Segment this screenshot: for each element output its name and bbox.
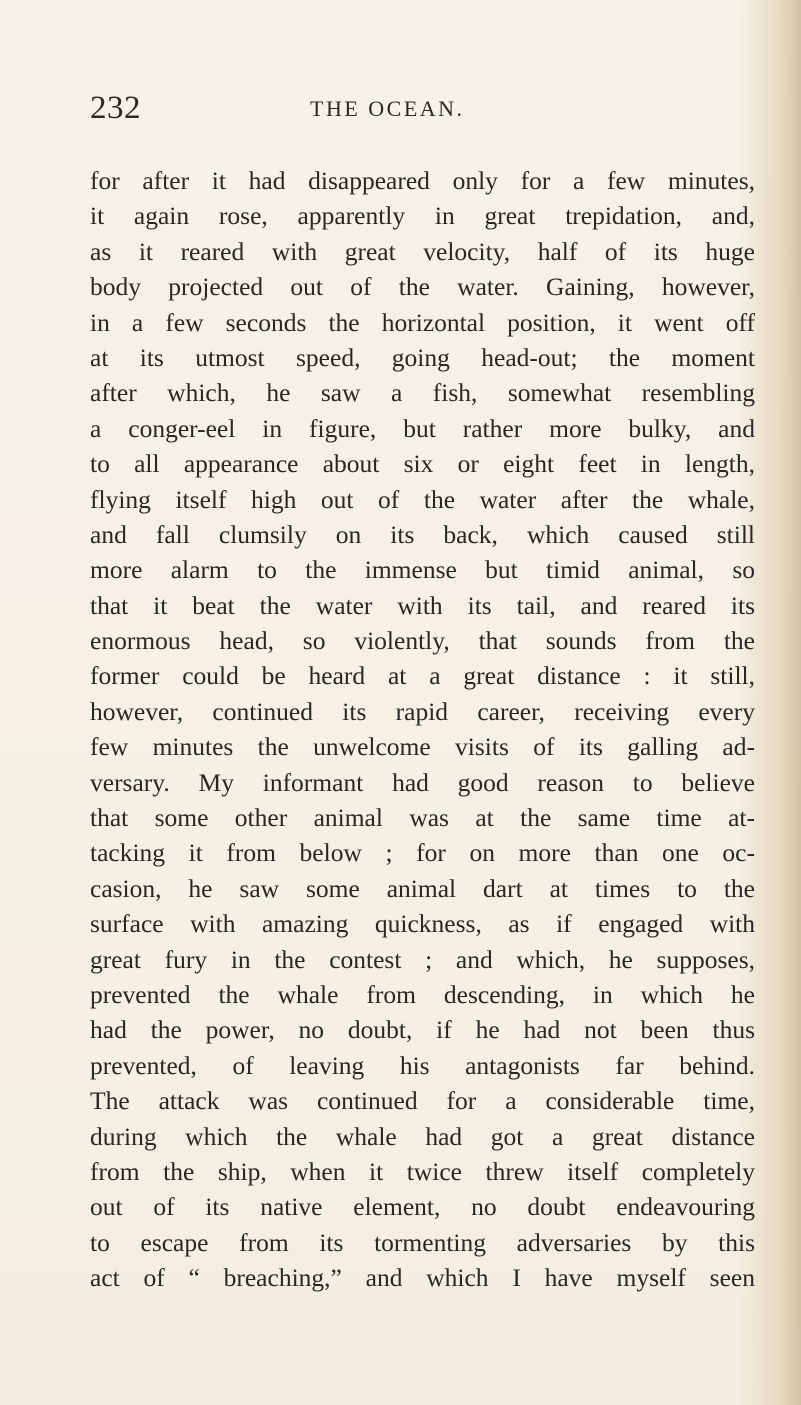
text-line: few minutes the unwelcome visits of its galling ad- [90, 732, 755, 762]
text-line: for after it had disappeared only for a few minutes, [90, 166, 755, 195]
text-line: as it reared with great velocity, half of its huge [90, 236, 755, 266]
text-line: tacking it from below ; for on more than one oc- [90, 838, 755, 868]
running-head [0, 88, 801, 128]
text-line: that it beat the water with its tail, and reared its [90, 590, 755, 620]
text-line: however, continued its rapid career, receiving every [90, 696, 755, 726]
running-title: THE OCEAN. [310, 96, 465, 121]
page-number: 232 [90, 90, 141, 126]
text-line: had the power, no doubt, if he had not been thus [90, 1015, 755, 1045]
text-line: after which, he saw a fish, somewhat resembling [90, 378, 755, 408]
text-line: versary. My informant had good reason to believe [90, 767, 755, 797]
text-line: at its utmost speed, going head-out; the moment [90, 342, 755, 372]
text-line: body projected out of the water. Gaining, however, [90, 272, 755, 302]
text-line: former could be heard at a great distance : it still, [90, 661, 755, 691]
text-line: and fall clumsily on its back, which caused still [90, 519, 755, 549]
text-line: The attack was continued for a considerable time, [90, 1086, 755, 1116]
text-line: to escape from its tormenting adversaries by this [90, 1227, 755, 1257]
text-line: it again rose, apparently in great trepidation, and, [90, 201, 755, 231]
text-line: prevented the whale from descending, in which he [90, 979, 755, 1009]
text-line: surface with amazing quickness, as if engaged with [90, 909, 755, 939]
text-line: during which the whale had got a great distance [90, 1121, 755, 1151]
text-line: prevented, of leaving his antagonists far behind. [90, 1050, 755, 1080]
text-line: in a few seconds the horizontal position, it went off [90, 307, 755, 337]
text-line: a conger-eel in figure, but rather more bulky, and [90, 413, 755, 443]
body-text [90, 163, 755, 1296]
text-line: that some other animal was at the same time at- [90, 803, 755, 833]
text-line: casion, he saw some animal dart at times to the [90, 873, 755, 903]
text-line: to all appearance about six or eight feet in length, [90, 449, 755, 479]
text-line: out of its native element, no doubt endeavouring [90, 1192, 755, 1222]
text-line: act of “ breaching,” and which I have myself seen [90, 1263, 755, 1293]
text-line: flying itself high out of the water after the whale, [90, 484, 755, 514]
text-line: more alarm to the immense but timid animal, so [90, 555, 755, 585]
text-line: from the ship, when it twice threw itself completely [90, 1156, 755, 1186]
text-line: great fury in the contest ; and which, he supposes, [90, 944, 755, 974]
text-line: enormous head, so violently, that sounds from the [90, 626, 755, 656]
